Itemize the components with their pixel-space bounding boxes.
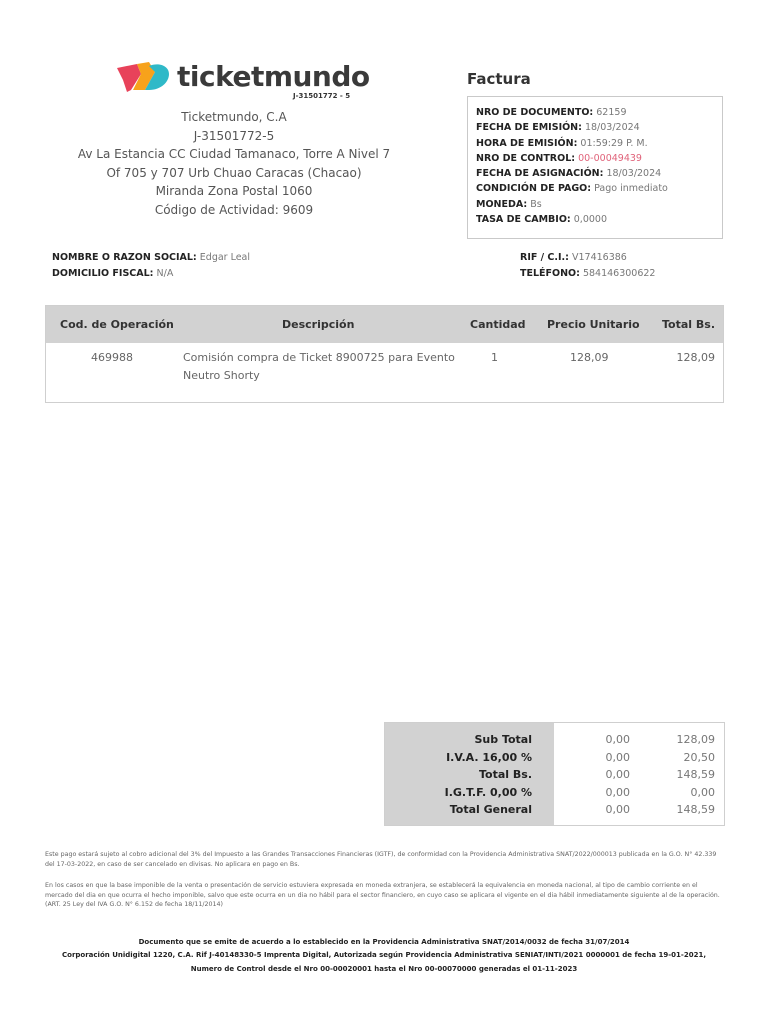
legal-footer — [40, 936, 728, 976]
invoice-field — [476, 120, 714, 135]
footer-line-2: Corporación Unidigital 1220, C.A. Rif J-40148330-5 Imprenta Digital, Autorizada según Providencia Administrativa SENIAT/INTI/2021 0000001 de fecha 19-01-2021, — [62, 951, 706, 960]
field-label: TASA DE CAMBIO: — [476, 214, 571, 226]
header-unit-price: Precio Unitario — [547, 318, 640, 331]
logo-rif: J-31501772 - 5 — [293, 92, 351, 100]
invoice-field — [476, 105, 714, 120]
client-address-row — [52, 266, 250, 282]
items-table — [45, 305, 724, 403]
invoice-details-box — [467, 96, 723, 239]
footer-line-1: Documento que se emite de acuerdo a lo establecido en la Providencia Administrativa SNAT/2014/0032 de fecha 31/07/2014 — [138, 938, 630, 946]
invoice-field — [476, 181, 714, 196]
table-header — [46, 306, 723, 343]
row-code: 469988 — [91, 351, 133, 364]
igtf-mid-value: 0,00 — [605, 785, 630, 799]
invoice-field — [476, 212, 714, 227]
company-rif: J-31501772-5 — [193, 128, 275, 143]
company-address-1: Av La Estancia CC Ciudad Tamanaco, Torre A Nivel 7 — [77, 147, 391, 162]
client-name-value: Edgar Leal — [199, 252, 251, 263]
field-value: Bs — [530, 198, 542, 210]
logo-wordmark: ticketmundo — [177, 60, 370, 93]
field-value: Pago inmediato — [594, 183, 668, 195]
exchange-note: En los casos en que la base imponible de la venta o presentación de servicio estuviera expresada en moneda extranjera, se establecerá la equivalencia en moneda nacional, al tipo de cambio corriente en el mercado del dia en que ocurra el hecho imponible, salvo que este ocurra en un dia no hábil para el sector financiero, en cuyo caso se aplicara el vigente en el dia hábil inmediatamente siguiente al de la operación. (ART. 25 Ley del IVA G.O. N° 6.152 de fecha 18/11/2014) — [45, 882, 720, 909]
row-unit-price: 128,09 — [570, 351, 609, 364]
invoice-title: Factura — [467, 70, 531, 88]
row-total: 128,09 — [676, 351, 715, 364]
company-name: Ticketmundo, C.A — [181, 110, 287, 124]
igtf-label: I.G.T.F. 0,00 % — [444, 785, 532, 799]
total-bs-value: 148,59 — [676, 768, 715, 781]
field-label: MONEDA: — [476, 198, 528, 210]
company-activity-code: Código de Actividad: 9609 — [154, 202, 314, 217]
invoice-field — [476, 136, 714, 151]
total-general-mid-value: 0,00 — [605, 803, 630, 816]
client-info-right — [520, 250, 655, 281]
field-label: NRO DE DOCUMENTO: — [476, 107, 594, 118]
client-phone-value: 584146300622 — [582, 267, 656, 279]
row-quantity: 1 — [491, 351, 498, 364]
invoice-field — [476, 166, 714, 181]
client-address-value: N/A — [156, 267, 174, 279]
client-phone-row — [520, 266, 655, 282]
subtotal-label: Sub Total — [474, 733, 532, 746]
header-quantity: Cantidad — [470, 318, 526, 331]
totals-table — [384, 722, 725, 826]
iva-value: 20,50 — [683, 750, 715, 764]
client-rif-value: V17416386 — [571, 252, 627, 263]
header-code: Cod. de Operación — [60, 318, 174, 331]
company-address-2: Of 705 y 707 Urb Chuao Caracas (Chacao) — [106, 165, 362, 180]
field-value: 18/03/2024 — [606, 168, 662, 180]
company-info — [60, 108, 408, 220]
total-general-value: 148,59 — [676, 803, 715, 816]
client-name-label: NOMBRE O RAZON SOCIAL: — [52, 252, 197, 263]
field-label: FECHA DE ASIGNACIÓN: — [476, 168, 604, 180]
subtotal-mid-value: 0,00 — [605, 733, 630, 746]
invoice-field — [476, 151, 714, 166]
row-description-line2: Neutro Shorty — [183, 369, 260, 382]
ticketmundo-logo-icon — [115, 60, 175, 96]
field-label: CONDICIÓN DE PAGO: — [476, 183, 592, 195]
client-name-row — [52, 250, 250, 266]
control-number-value: 00-00049439 — [578, 152, 642, 164]
ticketmundo-logo — [115, 58, 370, 104]
field-value: 0,0000 — [573, 214, 607, 226]
client-address-label: DOMICILIO FISCAL: — [52, 267, 154, 279]
client-rif-label: RIF / C.I.: — [520, 252, 569, 263]
row-description-line1: Comisión compra de Ticket 8900725 para Evento — [183, 351, 455, 364]
field-label: HORA DE EMISIÓN: — [476, 137, 578, 149]
total-bs-mid-value: 0,00 — [605, 768, 630, 781]
iva-mid-value: 0,00 — [605, 750, 630, 764]
igtf-value: 0,00 — [690, 785, 715, 799]
iva-label: I.V.A. 16,00 % — [446, 750, 532, 764]
footer-line-3: Numero de Control desde el Nro 00-00020001 hasta el Nro 00-00070000 generadas el 01-11-2023 — [190, 964, 578, 973]
totals-labels-column — [385, 723, 554, 825]
client-phone-label: TELÉFONO: — [520, 267, 580, 279]
header-total: Total Bs. — [662, 318, 715, 331]
field-label: NRO DE CONTROL: — [476, 152, 576, 164]
client-rif-row — [520, 250, 655, 266]
field-value: 01:59:29 P. M. — [580, 137, 648, 149]
field-value: 62159 — [596, 107, 627, 118]
subtotal-value: 128,09 — [676, 733, 715, 746]
total-general-label: Total General — [449, 803, 532, 816]
header-description: Descripción — [282, 318, 355, 331]
invoice-field — [476, 197, 714, 212]
field-value: 18/03/2024 — [584, 122, 640, 134]
company-address-3: Miranda Zona Postal 1060 — [155, 184, 313, 199]
igtf-note: Este pago estará sujeto al cobro adicional del 3% del Impuesto a las Grandes Transacciones Financieras (IGTF), de conformidad con la Providencia Administrativa SNAT/2022/000013 publicada en la G.O. N° 42.339 del 17-03-2022, en caso de ser cancelado en divisas. No aplicara en pago en Bs. — [45, 851, 717, 868]
client-info-left — [52, 250, 250, 281]
field-label: FECHA DE EMISIÓN: — [476, 122, 582, 134]
total-bs-label: Total Bs. — [479, 768, 532, 781]
